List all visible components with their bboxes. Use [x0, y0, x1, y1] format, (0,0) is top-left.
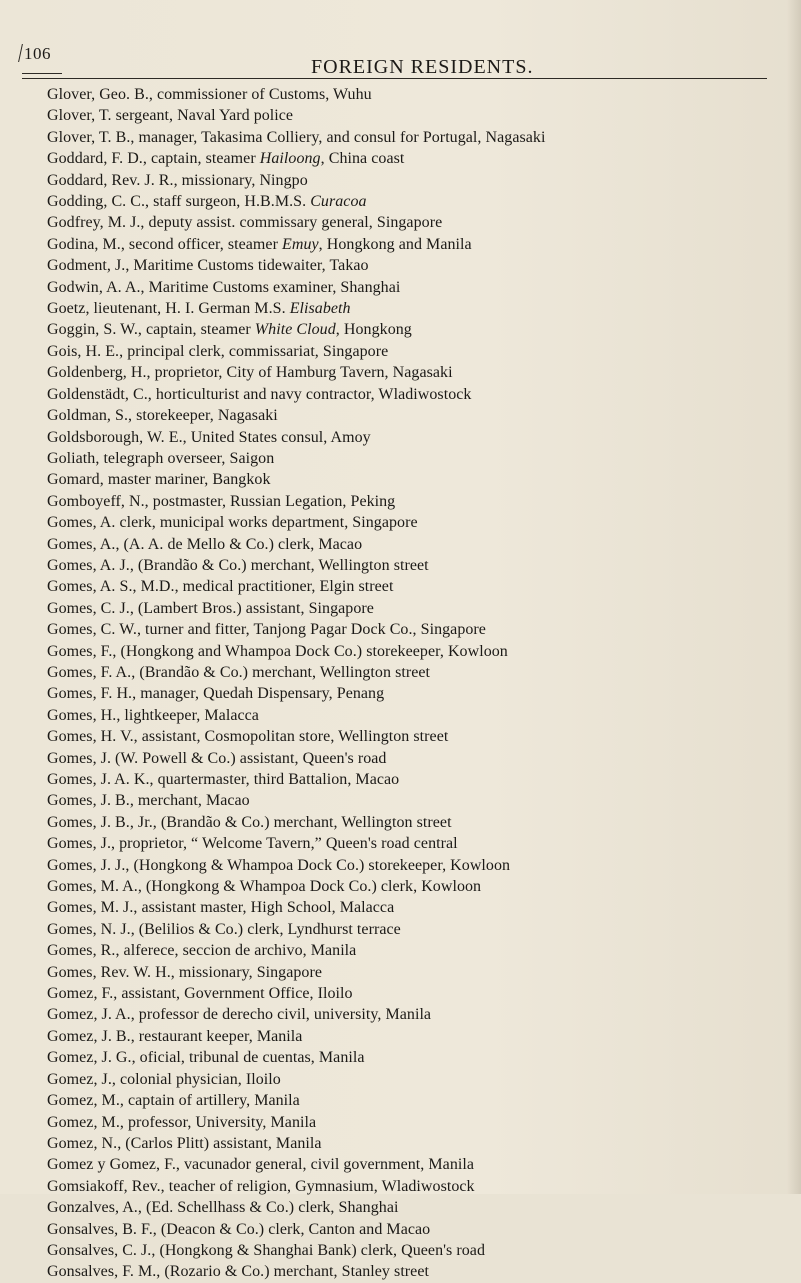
directory-entry — [47, 1261, 787, 1282]
directory-entry — [47, 405, 787, 426]
entry-text: Goldman, S., storekeeper, Nagasaki — [47, 407, 278, 425]
entry-text: Gomez, J., colonial physician, Iloilo — [47, 1070, 281, 1088]
directory-entry — [47, 1047, 787, 1068]
directory-entry — [47, 1133, 787, 1154]
entry-text: Gomsiakoff, Rev., teacher of religion, Gymnasium, Wladiwostock — [47, 1177, 475, 1195]
entry-text: Gomard, master mariner, Bangkok — [47, 471, 271, 489]
directory-entry — [47, 427, 787, 448]
entry-text: Gomes, A., (A. A. de Mello & Co.) clerk, Macao — [47, 535, 363, 553]
directory-entry — [47, 191, 787, 212]
entry-text: Gomez, J. G., oficial, tribunal de cuentas, Manila — [47, 1049, 365, 1067]
entry-text: Gomes, N. J., (Belilios & Co.) clerk, Lyndhurst terrace — [47, 920, 401, 938]
directory-entry — [47, 897, 787, 918]
entry-text: Gomes, C. J., (Lambert Bros.) assistant, Singapore — [47, 599, 374, 617]
directory-entry — [47, 170, 787, 191]
directory-entry — [47, 855, 787, 876]
directory-entry — [47, 641, 787, 662]
directory-entry — [47, 469, 787, 490]
directory-entry — [47, 84, 787, 105]
entry-text: Gomes, F. H., manager, Quedah Dispensary, Penang — [47, 685, 385, 703]
directory-entry — [47, 705, 787, 726]
entry-text: Goldenstädt, C., horticulturist and navy contractor, Wladiwostock — [47, 385, 472, 403]
entry-text: Godwin, A. A., Maritime Customs examiner, Shanghai — [47, 278, 401, 296]
entry-text: Gomes, Rev. W. H., missionary, Singapore — [47, 963, 323, 981]
entry-text: Gomes, F., (Hongkong and Whampoa Dock Co.) storekeeper, Kowloon — [47, 642, 508, 660]
directory-entry — [47, 769, 787, 790]
directory-entry — [47, 598, 787, 619]
vessel-name: Elisabeth — [289, 300, 351, 318]
directory-entry — [47, 1112, 787, 1133]
directory-entry — [47, 833, 787, 854]
directory-entry — [47, 384, 787, 405]
directory-entry — [47, 812, 787, 833]
directory-entry — [47, 962, 787, 983]
entry-text: Gomez, M., captain of artillery, Manila — [47, 1092, 300, 1110]
running-head: FOREIGN RESIDENTS. — [311, 56, 534, 78]
entry-text: Gomes, A. S., M.D., medical practitioner, Elgin street — [47, 578, 394, 596]
entry-text: Gomes, H. V., assistant, Cosmopolitan store, Wellington street — [47, 728, 449, 746]
entry-text: Goldenberg, H., proprietor, City of Hamburg Tavern, Nagasaki — [47, 364, 453, 382]
entry-text: Goddard, F. D., captain, steamer — [47, 150, 260, 168]
directory-entry — [47, 512, 787, 533]
header-rule — [22, 78, 767, 79]
vessel-name: White Cloud — [254, 321, 336, 339]
entry-text: Glover, Geo. B., commissioner of Customs, Wuhu — [47, 86, 372, 103]
directory-entry — [47, 790, 787, 811]
directory-entry — [47, 234, 787, 255]
directory-entry — [47, 212, 787, 233]
page-header — [0, 0, 801, 84]
directory-entry — [47, 576, 787, 597]
entry-text: Gomes, J. J., (Hongkong & Whampoa Dock Co.) storekeeper, Kowloon — [47, 856, 511, 874]
entry-text: Goldsborough, W. E., United States consul, Amoy — [47, 428, 371, 446]
directory-entry — [47, 1069, 787, 1090]
entry-text: Gomes, J. (W. Powell & Co.) assistant, Queen's road — [47, 749, 387, 767]
directory-entry — [47, 662, 787, 683]
entry-text: Gomes, M. J., assistant master, High School, Malacca — [47, 899, 395, 917]
directory-entry — [47, 1219, 787, 1240]
entry-text: Gomez, J. A., professor de derecho civil, university, Manila — [47, 1006, 432, 1024]
entry-text: Gomes, A. clerk, municipal works department, Singapore — [47, 514, 418, 532]
entry-text: Gomez, N., (Carlos Plitt) assistant, Manila — [47, 1134, 322, 1152]
directory-entry — [47, 298, 787, 319]
entry-text: Gomes, F. A., (Brandão & Co.) merchant, Wellington street — [47, 663, 431, 681]
entry-text: Gomez, F., assistant, Government Office, Iloilo — [47, 985, 353, 1003]
entry-text: Godding, C. C., staff surgeon, H.B.M.S. — [47, 193, 311, 211]
entry-text: Goggin, S. W., captain, steamer — [47, 321, 255, 339]
page-edge-shadow — [787, 0, 801, 1194]
vessel-name: Curacoa — [310, 193, 367, 211]
entry-text: Gois, H. E., principal clerk, commissariat, Singapore — [47, 342, 389, 360]
entry-text: Gonsalves, C. J., (Hongkong & Shanghai Bank) clerk, Queen's road — [47, 1241, 486, 1259]
directory-entry — [47, 1026, 787, 1047]
directory-entry — [47, 1154, 787, 1175]
entry-text: Gomes, A. J., (Brandão & Co.) merchant, Wellington street — [47, 556, 429, 574]
entry-text: Gonsalves, F. M., (Rozario & Co.) merchant, Stanley street — [47, 1263, 429, 1281]
directory-entry — [47, 1090, 787, 1111]
entry-text: Godina, M., second officer, steamer — [47, 235, 283, 253]
directory-entry — [47, 876, 787, 897]
entry-text: Gomes, H., lightkeeper, Malacca — [47, 706, 259, 724]
entry-text: Goliath, telegraph overseer, Saigon — [47, 449, 275, 467]
header-short-rule — [22, 73, 62, 74]
entry-text: Gomes, J. B., merchant, Macao — [47, 792, 250, 810]
directory-entry — [47, 148, 787, 169]
entry-text-tail: , Hongkong and Manila — [318, 235, 472, 253]
entry-text-tail: , China coast — [320, 150, 405, 168]
directory-entry — [47, 940, 787, 961]
entry-text: Gomes, J., proprietor, “ Welcome Tavern,” Queen's road central — [47, 835, 458, 853]
entry-text: Gonzalves, A., (Ed. Schellhass & Co.) clerk, Shanghai — [47, 1199, 399, 1217]
directory-entry — [47, 277, 787, 298]
directory-entry — [47, 341, 787, 362]
directory-entry — [47, 491, 787, 512]
directory-entry — [47, 683, 787, 704]
entry-text: Godment, J., Maritime Customs tidewaiter, Takao — [47, 257, 369, 275]
entry-text: Gomes, J. B., Jr., (Brandão & Co.) merchant, Wellington street — [47, 813, 452, 831]
directory-entry — [47, 1197, 787, 1218]
directory-entry — [47, 534, 787, 555]
entry-text: Gomes, R., alferece, seccion de archivo, Manila — [47, 942, 357, 960]
directory-entry — [47, 362, 787, 383]
entry-text: Gomboyeff, N., postmaster, Russian Legation, Peking — [47, 492, 396, 510]
entry-text: Gomes, M. A., (Hongkong & Whampoa Dock Co.) clerk, Kowloon — [47, 878, 482, 896]
directory-entry — [47, 448, 787, 469]
entry-text: Gomez y Gomez, F., vacunador general, civil government, Manila — [47, 1156, 475, 1174]
directory-entry — [47, 319, 787, 340]
directory-entry — [47, 105, 787, 126]
entry-text: Gomez, M., professor, University, Manila — [47, 1113, 317, 1131]
directory-entry — [47, 619, 787, 640]
entry-text: Gomes, J. A. K., quartermaster, third Battalion, Macao — [47, 771, 400, 788]
entry-text-tail: , Hongkong — [335, 321, 412, 339]
directory-entry — [47, 726, 787, 747]
directory-entry — [47, 983, 787, 1004]
directory-entry — [47, 919, 787, 940]
directory-entry — [47, 255, 787, 276]
directory-entries — [47, 84, 787, 1283]
vessel-name: Hailoong — [259, 150, 321, 168]
directory-entry — [47, 555, 787, 576]
directory-entry — [47, 1004, 787, 1025]
directory-entry — [47, 1240, 787, 1261]
vessel-name: Emuy — [282, 235, 319, 253]
page-number: 106 — [24, 44, 51, 63]
entry-text: Gomez, J. B., restaurant keeper, Manila — [47, 1027, 303, 1045]
directory-entry — [47, 127, 787, 148]
entry-text: Godfrey, M. J., deputy assist. commissary general, Singapore — [47, 214, 443, 232]
entry-text: Gomes, C. W., turner and fitter, Tanjong Pagar Dock Co., Singapore — [47, 621, 486, 639]
entry-text: Goddard, Rev. J. R., missionary, Ningpo — [47, 171, 308, 189]
entry-text: Glover, T. sergeant, Naval Yard police — [47, 107, 294, 125]
entry-text: Goetz, lieutenant, H. I. German M.S. — [47, 300, 290, 318]
directory-entry — [47, 748, 787, 769]
entry-text: Gonsalves, B. F., (Deacon & Co.) clerk, Canton and Macao — [47, 1220, 431, 1238]
entry-text: Glover, T. B., manager, Takasima Colliery, and consul for Portugal, Nagasaki — [47, 128, 546, 146]
